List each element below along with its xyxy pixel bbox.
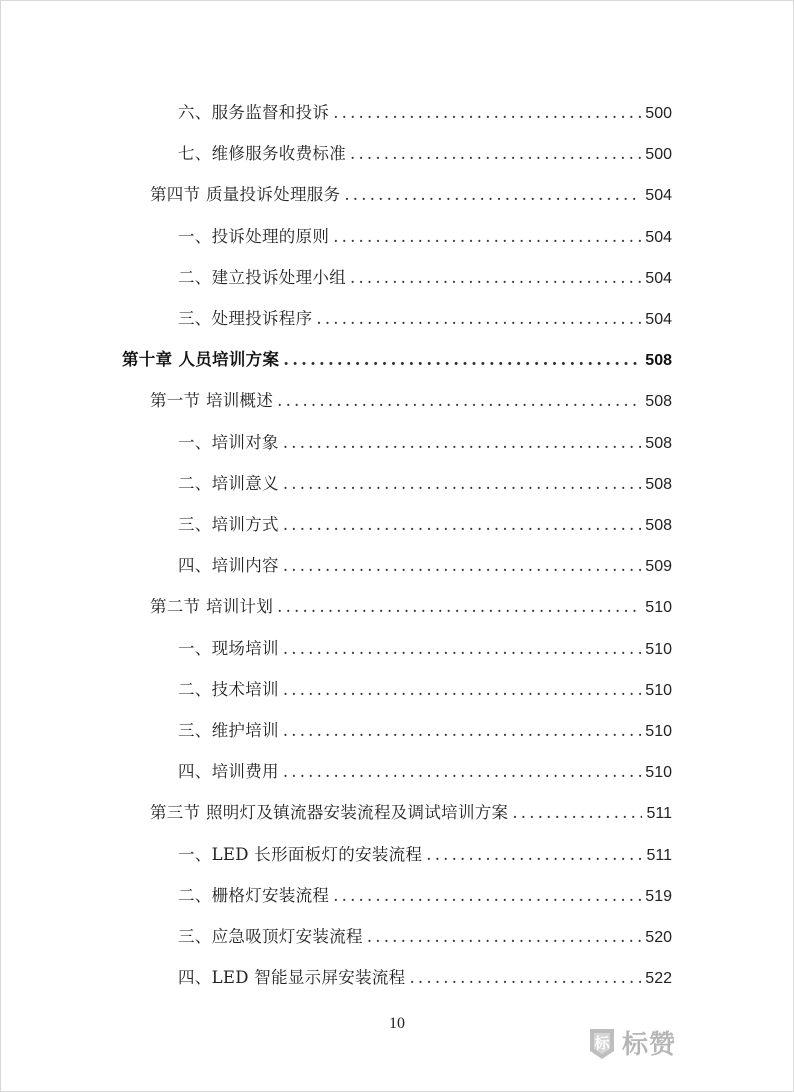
toc-leader-dots xyxy=(409,963,641,993)
toc-entry-page: 510 xyxy=(645,764,672,781)
toc-entry-title: 第十章 人员培训方案 xyxy=(122,350,280,369)
toc-leader-dots xyxy=(333,222,641,252)
toc-subsection-entry[interactable] xyxy=(178,139,672,169)
toc-subsection-entry[interactable] xyxy=(178,98,672,128)
toc-subsection-entry[interactable] xyxy=(178,551,672,581)
svg-text:标: 标 xyxy=(594,1033,610,1052)
toc-subsection-entry[interactable] xyxy=(178,222,672,252)
toc-leader-dots xyxy=(333,881,641,911)
toc-subsection-entry[interactable] xyxy=(178,634,672,664)
toc-entry-page: 510 xyxy=(645,599,672,616)
toc-leader-dots xyxy=(512,798,642,828)
toc-chapter-entry[interactable] xyxy=(122,345,672,375)
toc-entry-page: 504 xyxy=(645,229,672,246)
toc-leader-dots xyxy=(350,263,641,293)
toc-entry-page: 504 xyxy=(645,270,672,287)
toc-subsection-entry[interactable] xyxy=(178,263,672,293)
toc-section-entry[interactable] xyxy=(150,798,672,828)
toc-subsection-entry[interactable] xyxy=(178,428,672,458)
watermark-text: 标赞 xyxy=(622,1030,677,1060)
toc-subsection-entry[interactable] xyxy=(178,922,672,952)
toc-entry-page: 508 xyxy=(645,435,672,452)
toc-entry-title: 第三节 照明灯及镇流器安装流程及调试培训方案 xyxy=(150,803,509,822)
toc-entry-page: 510 xyxy=(645,641,672,658)
toc-entry-title: 四、培训费用 xyxy=(178,762,279,781)
watermark xyxy=(588,1024,676,1061)
toc-entry-page: 511 xyxy=(646,805,672,822)
toc-leader-dots xyxy=(277,386,641,416)
toc-entry-title: 七、维修服务收费标准 xyxy=(178,144,346,163)
toc-entry-page: 519 xyxy=(645,888,672,905)
toc-entry-page: 508 xyxy=(645,352,672,369)
toc-leader-dots xyxy=(283,469,641,499)
toc-entry-page: 508 xyxy=(645,476,672,493)
toc-entry-title: 一、现场培训 xyxy=(178,639,279,658)
toc-section-entry[interactable] xyxy=(150,386,672,416)
toc-leader-dots xyxy=(316,304,641,334)
toc-entry-page: 510 xyxy=(645,682,672,699)
toc-subsection-entry[interactable] xyxy=(178,840,672,870)
toc-leader-dots xyxy=(367,922,641,952)
toc-subsection-entry[interactable] xyxy=(178,304,672,334)
toc-entry-page: 509 xyxy=(645,558,672,575)
toc-subsection-entry[interactable] xyxy=(178,510,672,540)
toc-entry-title: 一、投诉处理的原则 xyxy=(178,227,330,246)
biaozan-logo-icon xyxy=(588,1025,616,1061)
toc-subsection-entry[interactable] xyxy=(178,675,672,705)
toc-entry-title: 第一节 培训概述 xyxy=(150,391,274,410)
toc-entry-page: 510 xyxy=(645,723,672,740)
toc-leader-dots xyxy=(283,551,641,581)
toc-entry-page: 522 xyxy=(645,970,672,987)
toc-entry-title: 三、应急吸顶灯安装流程 xyxy=(178,927,363,946)
toc-entry-page: 508 xyxy=(645,517,672,534)
page-number: 10 xyxy=(389,1015,405,1032)
toc-entry-page: 520 xyxy=(645,929,672,946)
toc-entry-title: 二、培训意义 xyxy=(178,474,279,493)
toc-entry-title: 六、服务监督和投诉 xyxy=(178,103,330,122)
toc-entry-title: 第二节 培训计划 xyxy=(150,597,274,616)
toc-entry-page: 504 xyxy=(645,311,672,328)
toc-entry-page: 511 xyxy=(646,847,672,864)
toc-leader-dots xyxy=(283,757,641,787)
toc-leader-dots xyxy=(283,510,641,540)
toc-section-entry[interactable] xyxy=(150,592,672,622)
toc-entry-title: 一、LED 长形面板灯的安装流程 xyxy=(178,845,423,864)
toc-leader-dots xyxy=(277,592,641,622)
toc-subsection-entry[interactable] xyxy=(178,757,672,787)
toc-subsection-entry[interactable] xyxy=(178,963,672,993)
toc-entry-title: 一、培训对象 xyxy=(178,433,279,452)
toc-entry-page: 508 xyxy=(645,393,672,410)
toc-subsection-entry[interactable] xyxy=(178,716,672,746)
toc-entry-title: 三、维护培训 xyxy=(178,721,279,740)
toc-entry-page: 500 xyxy=(645,105,672,122)
toc-leader-dots xyxy=(283,675,641,705)
toc-entry-title: 二、技术培训 xyxy=(178,680,279,699)
toc-leader-dots xyxy=(283,634,641,664)
toc-subsection-entry[interactable] xyxy=(178,469,672,499)
toc-leader-dots xyxy=(426,840,642,870)
toc-entry-title: 二、栅格灯安装流程 xyxy=(178,886,330,905)
toc-leader-dots xyxy=(350,139,641,169)
toc-leader-dots xyxy=(344,180,641,210)
toc-leader-dots xyxy=(283,345,641,375)
toc-entry-title: 三、处理投诉程序 xyxy=(178,309,313,328)
toc-subsection-entry[interactable] xyxy=(178,881,672,911)
toc-leader-dots xyxy=(333,98,641,128)
toc-section-entry[interactable] xyxy=(150,180,672,210)
toc-entry-title: 二、建立投诉处理小组 xyxy=(178,268,346,287)
toc-entry-title: 第四节 质量投诉处理服务 xyxy=(150,185,341,204)
toc-entry-page: 500 xyxy=(645,146,672,163)
toc-entry-title: 三、培训方式 xyxy=(178,515,279,534)
toc-leader-dots xyxy=(283,428,641,458)
toc-entry-title: 四、培训内容 xyxy=(178,556,279,575)
toc-entry-page: 504 xyxy=(645,187,672,204)
toc-entry-title: 四、LED 智能显示屏安装流程 xyxy=(178,968,406,987)
toc-leader-dots xyxy=(283,716,641,746)
